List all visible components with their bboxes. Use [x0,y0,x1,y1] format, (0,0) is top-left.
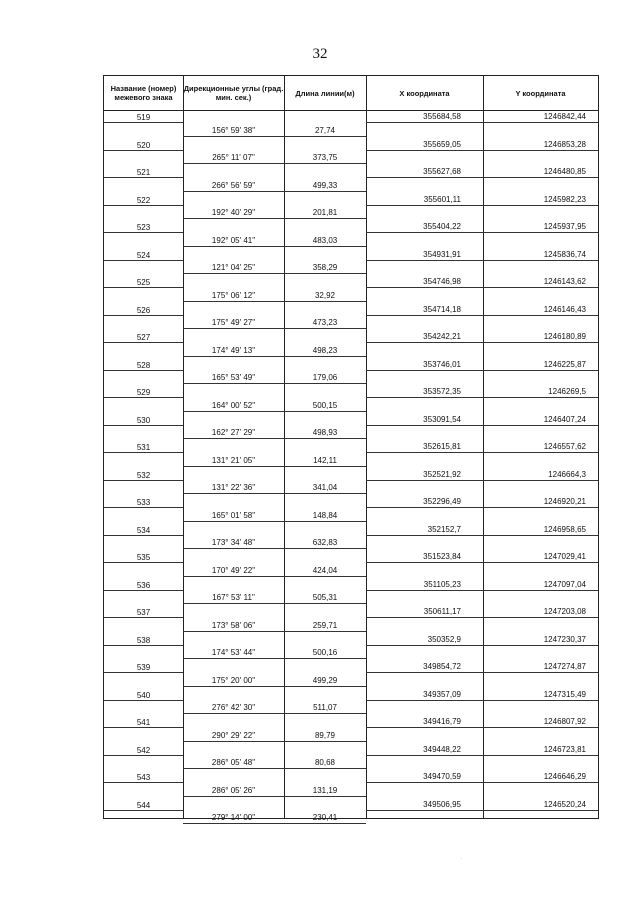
coord-rule [366,452,598,453]
point-y: 1246646,29 [543,772,586,781]
segment-angle: 173° 34' 48" [211,538,256,548]
point-y: 1246269,5 [548,387,586,396]
point-name: 544 [136,800,151,810]
segment-angle: 173° 58' 06" [211,620,256,630]
segment-angle: 164° 00' 52" [211,400,256,410]
footer-mark: . [460,855,462,861]
point-x: 349357,09 [423,689,461,699]
segment-rule [183,521,366,522]
segment-angle: 131° 22' 36" [211,483,256,493]
coord-rule [366,755,598,756]
segment-length: 148,84 [312,510,338,520]
segment-angle: 286° 05' 48" [211,758,256,768]
point-y: 1247315,49 [543,689,586,699]
point-name: 543 [136,773,151,782]
segment-angle: 279° 14' 00" [211,813,256,823]
segment-rule [183,411,366,412]
segment-rule [183,686,366,687]
point-y: 1245937,95 [543,222,586,231]
segment-angle: 276° 42' 30" [211,703,256,713]
segment-length: 498,23 [312,345,338,355]
segment-length: 32,92 [314,290,336,300]
coord-rule [366,645,598,646]
segment-rule [183,713,366,714]
point-y: 1247097,04 [543,579,586,589]
segment-rule [183,603,366,604]
point-name: 534 [136,525,151,535]
point-name: 522 [136,195,151,205]
segment-angle: 175° 49' 27" [211,318,256,328]
segment-rule [183,466,366,467]
point-y: 1246225,87 [543,359,586,369]
segment-rule [183,741,366,742]
segment-rule [183,246,366,247]
coord-rule [366,205,598,206]
point-x: 349470,59 [423,772,461,781]
segment-length: 424,04 [312,565,338,575]
segment-length: 505,31 [312,593,338,603]
point-name: 536 [136,580,151,590]
segment-rule [183,631,366,632]
segment-rule [183,493,366,494]
point-name: 529 [136,388,151,397]
segment-rule [183,163,366,164]
point-x: 355601,11 [423,194,461,204]
coord-rule [366,370,598,371]
header-x: X координата [399,88,450,98]
point-x: 355404,22 [423,222,461,231]
segment-rule [183,658,366,659]
segment-length: 511,07 [313,703,337,713]
segment-length: 341,04 [312,483,338,493]
point-x: 353572,35 [423,387,461,396]
point-x: 355627,68 [423,167,461,176]
point-y: 1247203,08 [543,607,586,616]
segment-angle: 121° 04' 25" [211,263,256,273]
point-x: 352296,49 [423,497,461,506]
point-x: 352615,81 [423,442,461,451]
point-y: 1247274,87 [543,662,586,671]
point-y: 1246146,43 [543,304,586,314]
segment-rule [183,576,366,577]
segment-angle: 131° 21' 05" [211,455,256,465]
point-y: 1246180,89 [543,332,586,341]
point-x: 349448,22 [423,744,461,754]
point-y: 1246842,44 [543,112,586,121]
point-x: 349854,72 [423,662,461,671]
point-x: 354714,18 [423,304,461,314]
point-name: 537 [136,608,151,617]
point-name: 524 [136,250,151,260]
point-y: 1246664,3 [548,469,586,479]
segment-length: 89,79 [314,730,336,740]
point-y: 1245982,23 [543,194,586,204]
point-name: 540 [136,690,151,700]
coord-rule [366,315,598,316]
segment-length: 483,03 [312,235,338,245]
point-y: 1246723,81 [543,744,586,754]
coord-rule [366,260,598,261]
segment-rule [183,273,366,274]
point-x: 352152,7 [427,524,461,534]
point-y: 1247029,41 [543,552,586,561]
point-x: 351523,84 [423,552,461,561]
segment-rule [183,301,366,302]
segment-length: 201,81 [312,208,338,218]
point-y: 1246557,62 [543,442,586,451]
point-name: 530 [136,415,151,425]
point-x: 354931,91 [423,249,461,259]
segment-length: 499,33 [312,180,338,190]
segment-angle: 174° 53' 44" [211,648,256,658]
segment-length: 373,75 [312,153,338,163]
coord-rule [366,232,598,233]
coord-rule [366,617,598,618]
segment-angle: 165° 01' 58" [211,510,256,520]
segment-rule [183,796,366,797]
coord-rule [366,782,598,783]
segment-rule [183,383,366,384]
segment-length: 632,83 [312,538,338,548]
point-y: 1246407,24 [543,414,586,424]
point-x: 353746,01 [423,359,461,369]
segment-length: 27,74 [314,125,336,135]
point-x: 355659,05 [423,139,461,149]
coordinates-table [103,75,599,823]
segment-angle: 175° 20' 00" [211,675,256,685]
segment-rule [183,136,366,137]
point-name: 523 [136,223,151,232]
coord-rule [366,562,598,563]
point-y: 1246480,85 [543,167,586,176]
header-angle: Дирекционные углы (град. мин. сек.) [183,84,284,102]
segment-angle: 192° 05' 41" [211,235,256,245]
segment-angle: 286° 05' 26" [211,785,256,795]
segment-rule [183,328,366,329]
header-name: Название (номер) межевого знака [110,84,177,102]
coord-rule [366,287,598,288]
point-name: 528 [136,360,151,370]
point-name: 538 [136,635,151,645]
coord-rule [366,700,598,701]
point-name: 535 [136,553,151,562]
point-x: 350352,9 [427,634,461,644]
page-number: 32 [312,46,328,62]
segment-angle: 174° 49' 13" [211,345,256,355]
table-header [104,76,598,111]
coord-rule [366,397,598,398]
segment-length: 131,19 [312,785,338,795]
point-x: 353091,54 [423,414,461,424]
point-y: 1246143,62 [543,277,586,286]
point-y: 1246807,92 [543,717,586,726]
segment-length: 179,06 [312,373,338,383]
point-x: 355684,58 [423,112,461,121]
point-name: 519 [136,113,151,122]
point-name: 527 [136,333,151,342]
segment-length: 473,23 [312,318,338,328]
segment-length: 80,68 [314,758,336,768]
point-x: 349416,79 [423,717,461,726]
point-x: 354746,98 [423,277,461,286]
point-x: 354242,21 [423,332,461,341]
coord-rule [366,342,598,343]
segment-length: 500,15 [312,400,338,410]
coord-rule [366,122,598,123]
segment-length: 259,71 [312,620,338,630]
segment-length: 142,11 [313,455,337,465]
point-x: 349506,95 [423,799,461,809]
segment-angle: 266° 56' 59" [211,180,256,190]
segment-length: 498,93 [312,428,338,438]
segment-length: 358,29 [312,263,338,273]
coord-rule [366,425,598,426]
point-y: 1245836,74 [543,249,586,259]
coord-rule [366,727,598,728]
segment-rule [183,191,366,192]
segment-angle: 167° 53' 11" [212,593,255,603]
point-name: 521 [136,168,151,177]
segment-length: 499,29 [312,675,338,685]
point-name: 531 [136,443,151,452]
point-y: 1246520,24 [543,799,586,809]
segment-length: 230,41 [312,813,338,823]
coord-rule [366,672,598,673]
segment-angle: 192° 40' 29" [211,208,256,218]
coord-rule [366,177,598,178]
point-name: 533 [136,498,151,507]
point-y: 1247230,37 [543,634,586,644]
coord-rule [366,480,598,481]
segment-length: 500,16 [312,648,338,658]
point-name: 532 [136,470,151,480]
segment-rule [183,548,366,549]
segment-rule [183,823,366,824]
point-x: 352521,92 [423,469,461,479]
segment-angle: 162° 27' 29" [211,428,256,438]
segment-angle: 165° 53' 49" [211,373,256,383]
point-name: 520 [136,140,151,150]
header-y: Y координата [515,88,566,98]
coord-rule [366,507,598,508]
point-name: 542 [136,745,151,755]
point-y: 1246958,65 [543,524,586,534]
point-y: 1246920,21 [543,497,586,506]
point-name: 539 [136,663,151,672]
point-x: 351105,23 [423,579,461,589]
coord-rule [366,535,598,536]
point-name: 525 [136,278,151,287]
point-x: 350611,17 [423,607,461,616]
segment-angle: 290° 29' 22" [211,730,256,740]
segment-angle: 170° 49' 22" [211,565,256,575]
segment-angle: 156° 59' 38" [211,125,256,135]
segment-rule [183,218,366,219]
point-y: 1246853,28 [543,139,586,149]
header-length: Длина линии(м) [295,88,355,98]
segment-rule [183,356,366,357]
point-name: 541 [136,718,151,727]
coord-rule [366,810,598,811]
coord-rule [366,590,598,591]
segment-rule [183,768,366,769]
segment-angle: 175° 06' 12" [211,290,256,300]
segment-angle: 265° 11' 07" [212,153,255,163]
coord-rule [366,150,598,151]
point-name: 526 [136,305,151,315]
segment-rule [183,438,366,439]
